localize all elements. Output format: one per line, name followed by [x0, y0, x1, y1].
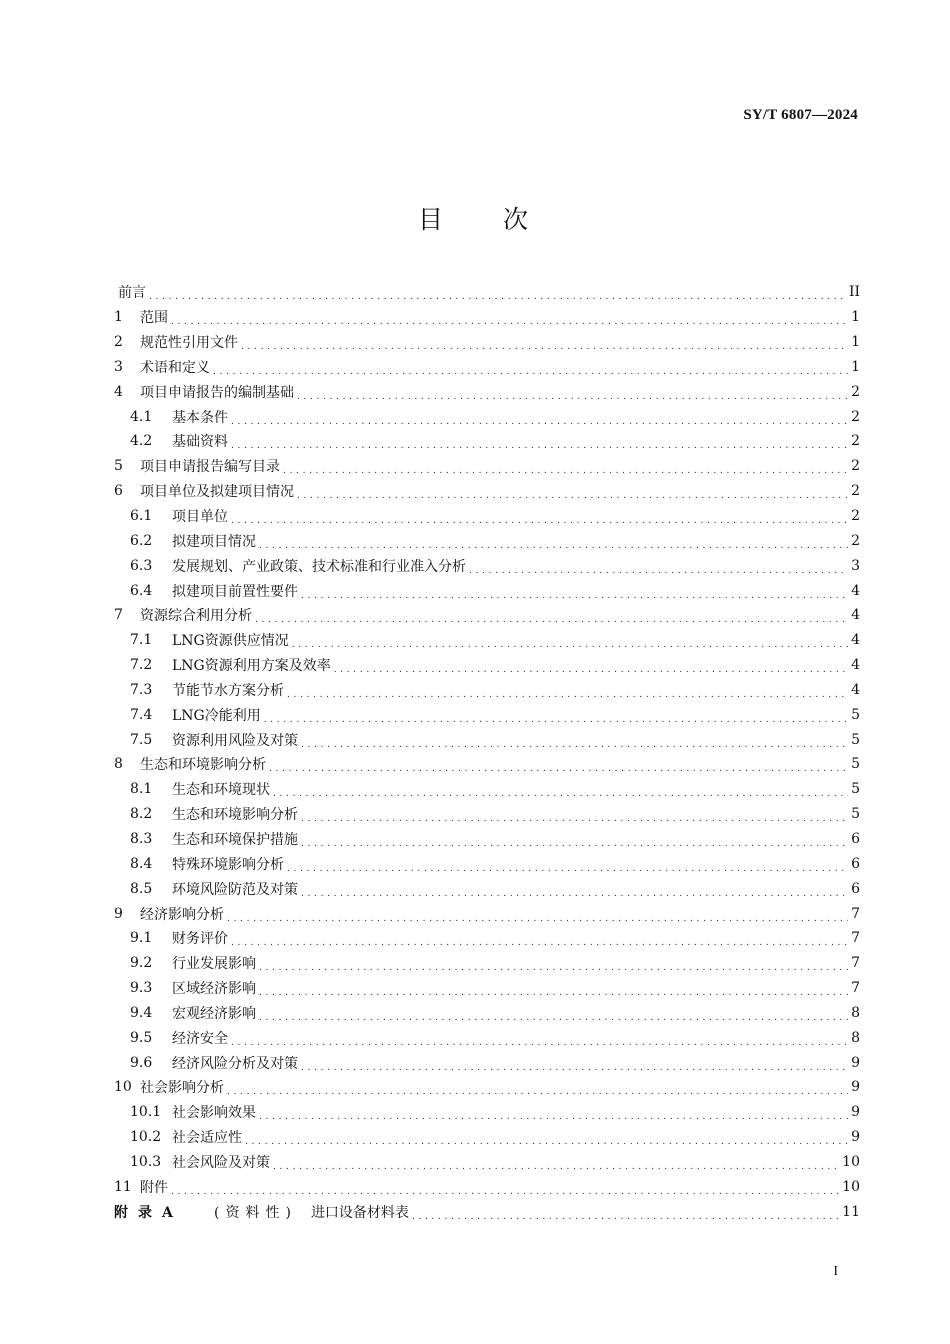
- appendix-page: 11: [842, 1203, 860, 1220]
- toc-entry[interactable]: [114, 504, 860, 529]
- toc-entry[interactable]: [114, 404, 860, 429]
- toc-entry-page: 2: [851, 508, 860, 525]
- toc-entry-number: 11: [114, 1178, 132, 1195]
- toc-entry[interactable]: [114, 1125, 860, 1150]
- toc-entry-number: 9: [114, 905, 123, 922]
- toc-entry[interactable]: [114, 976, 860, 1001]
- dot-leader: [292, 636, 848, 650]
- toc-entry-title: 规范性引用文件: [140, 335, 238, 352]
- dot-leader: [231, 413, 848, 427]
- toc-entry-page: 9: [851, 1054, 860, 1071]
- appendix-nature: (资料性): [214, 1204, 297, 1221]
- toc-entry-page: 4: [851, 607, 860, 624]
- toc-entry-title: LNG冷能利用: [172, 707, 261, 724]
- dot-leader: [301, 835, 848, 849]
- toc-entry[interactable]: [114, 479, 860, 504]
- dot-leader: [171, 1183, 839, 1197]
- appendix-number: 附录A: [114, 1204, 183, 1221]
- toc-entry-title: 前言: [118, 285, 146, 302]
- toc-entry-page: 2: [851, 532, 860, 549]
- toc-entry-page: 5: [851, 806, 860, 823]
- toc-entry[interactable]: [114, 876, 860, 901]
- toc-entry[interactable]: [114, 603, 860, 628]
- toc-entry-number: 6.4: [130, 582, 153, 599]
- appendix-title: 进口设备材料表: [310, 1204, 409, 1221]
- toc-entry[interactable]: [114, 578, 860, 603]
- toc-entry-number: 4.1: [130, 408, 153, 425]
- toc-entry[interactable]: [114, 553, 860, 578]
- toc-entry-page: 1: [851, 334, 860, 351]
- toc-entry[interactable]: [114, 827, 860, 852]
- toc-entry-page: 7: [851, 980, 860, 997]
- page-number: I: [833, 1264, 838, 1279]
- dot-leader: [301, 1059, 848, 1073]
- toc-entry-page: II: [848, 284, 860, 301]
- toc-entry-title: 生态和环境保护措施: [172, 831, 298, 848]
- toc-entry-page: 5: [851, 756, 860, 773]
- toc-entry[interactable]: [114, 926, 860, 951]
- dot-leader: [259, 1108, 848, 1122]
- dot-leader: [469, 562, 848, 576]
- toc-entry[interactable]: [114, 330, 860, 355]
- toc-entry-number: 8.1: [130, 781, 153, 798]
- toc-entry-page: 5: [851, 706, 860, 723]
- toc-entry-number: 9.4: [130, 1004, 153, 1021]
- toc-entry[interactable]: [114, 355, 860, 380]
- toc-entry-number: 10.2: [130, 1129, 162, 1146]
- toc-entry-title: LNG资源供应情况: [172, 633, 289, 650]
- toc-entry[interactable]: [114, 1174, 860, 1199]
- toc-entry-title: 附件: [140, 1179, 168, 1196]
- toc-entry-page: 4: [851, 582, 860, 599]
- dot-leader: [301, 810, 848, 824]
- toc-entry-page: 5: [851, 781, 860, 798]
- toc-entry-number: 6.3: [130, 557, 153, 574]
- dot-leader: [301, 885, 848, 899]
- toc-entry[interactable]: [114, 702, 860, 727]
- toc-entry-title: 基本条件: [172, 409, 228, 426]
- toc-entry-number: 9.1: [130, 930, 153, 947]
- dot-leader: [245, 1133, 848, 1147]
- toc-entry-title: 节能节水方案分析: [172, 682, 284, 699]
- toc-entry-page: 5: [851, 731, 860, 748]
- dot-leader: [171, 313, 848, 327]
- toc-entry-page: 4: [851, 657, 860, 674]
- toc-entry-title: 环境风险防范及对策: [172, 881, 298, 898]
- toc-entry-number: 10.3: [130, 1153, 162, 1170]
- toc-entry-number: 5: [114, 458, 123, 475]
- toc-entry-title: 经济影响分析: [140, 906, 224, 923]
- toc-entry-page: 4: [851, 632, 860, 649]
- toc-entry-title: 发展规划、产业政策、技术标准和行业准入分析: [172, 558, 466, 575]
- toc-entry-page: 7: [851, 905, 860, 922]
- toc-entry-page: 4: [851, 681, 860, 698]
- toc-entry-title: 宏观经济影响: [172, 1005, 256, 1022]
- toc-entry-title: 社会影响效果: [172, 1105, 256, 1122]
- toc-entry-title: 资源利用风险及对策: [172, 732, 298, 749]
- toc-entry[interactable]: [114, 802, 860, 827]
- toc-entry[interactable]: [114, 678, 860, 703]
- toc-entry-page: 7: [851, 930, 860, 947]
- toc-entry[interactable]: [114, 280, 860, 305]
- toc-entry-page: 7: [851, 955, 860, 972]
- dot-leader: [334, 661, 848, 675]
- toc-entry[interactable]: [114, 1000, 860, 1025]
- toc-entry-page: 9: [851, 1104, 860, 1121]
- toc-entry-title: 资源综合利用分析: [140, 608, 252, 625]
- toc-entry-page: 10: [842, 1153, 860, 1170]
- toc-entry-title: 基础资料: [172, 434, 228, 451]
- toc-entry-number: 8.5: [130, 880, 153, 897]
- toc-entry-title: 生态和环境现状: [172, 782, 270, 799]
- toc-entry-number: 8.2: [130, 806, 153, 823]
- toc-entry-title: 项目申请报告编写目录: [140, 459, 280, 476]
- toc-entry-number: 1: [114, 309, 123, 326]
- toc-entry[interactable]: [114, 1100, 860, 1125]
- toc-entry-page: 2: [851, 458, 860, 475]
- toc-entry-title: 范围: [140, 310, 168, 327]
- toc-entry-title: 生态和环境影响分析: [140, 757, 266, 774]
- toc-entry-page: 3: [851, 557, 860, 574]
- table-of-contents: [114, 280, 860, 1224]
- toc-entry-title: 经济风险分析及对策: [172, 1055, 298, 1072]
- standard-number: SY/T 6807—2024: [743, 107, 858, 123]
- dot-leader: [149, 288, 846, 302]
- dot-leader: [412, 1208, 839, 1222]
- toc-entry-page: 6: [851, 880, 860, 897]
- dot-leader: [231, 934, 848, 948]
- dot-leader: [259, 959, 848, 973]
- toc-entry-title: 拟建项目前置性要件: [172, 583, 298, 600]
- toc-entry-page: 2: [851, 408, 860, 425]
- toc-entry-number: 4: [114, 383, 123, 400]
- dot-leader: [227, 1083, 848, 1097]
- toc-entry[interactable]: [114, 951, 860, 976]
- toc-entry[interactable]: [114, 777, 860, 802]
- dot-leader: [297, 388, 848, 402]
- toc-entry[interactable]: [114, 628, 860, 653]
- toc-entry-title: 社会影响分析: [140, 1080, 224, 1097]
- toc-entry[interactable]: [114, 1150, 860, 1175]
- toc-entry-title: 社会风险及对策: [172, 1154, 270, 1171]
- toc-entry-page: 8: [851, 1029, 860, 1046]
- toc-entry[interactable]: [114, 528, 860, 553]
- dot-leader: [273, 785, 848, 799]
- toc-entry-title: 生态和环境影响分析: [172, 807, 298, 824]
- dot-leader: [259, 537, 848, 551]
- toc-entry-title: 项目申请报告的编制基础: [140, 384, 294, 401]
- dot-leader: [301, 587, 848, 601]
- toc-entry-number: 7.1: [130, 632, 153, 649]
- toc-entry-number: 8: [114, 756, 123, 773]
- dot-leader: [297, 487, 848, 501]
- toc-entry-number: 2: [114, 334, 123, 351]
- dot-leader: [287, 686, 848, 700]
- toc-entry[interactable]: [114, 901, 860, 926]
- toc-entry-page: 2: [851, 383, 860, 400]
- toc-entry-number: 6.2: [130, 532, 153, 549]
- toc-entry-number: 10: [114, 1079, 132, 1096]
- toc-entry-page: 9: [851, 1079, 860, 1096]
- toc-entry-number: 9.5: [130, 1029, 153, 1046]
- toc-entry-title: 术语和定义: [140, 359, 210, 376]
- toc-entry-page: 6: [851, 855, 860, 872]
- dot-leader: [231, 1034, 848, 1048]
- toc-entry-number: 6: [114, 483, 123, 500]
- toc-entry-number: 7: [114, 607, 123, 624]
- toc-entry-title: 项目单位及拟建项目情况: [140, 484, 294, 501]
- toc-entry-page: 9: [851, 1129, 860, 1146]
- dot-leader: [227, 910, 848, 924]
- toc-entry-title: 行业发展影响: [172, 956, 256, 973]
- toc-entry-page: 2: [851, 433, 860, 450]
- toc-entry[interactable]: [114, 305, 860, 330]
- toc-entry-title: 经济安全: [172, 1030, 228, 1047]
- dot-leader: [231, 437, 848, 451]
- toc-entry[interactable]: [114, 1025, 860, 1050]
- dot-leader: [259, 1009, 848, 1023]
- toc-entry[interactable]: [114, 653, 860, 678]
- toc-entry-title: 拟建项目情况: [172, 533, 256, 550]
- toc-entry[interactable]: [114, 1075, 860, 1100]
- toc-entry-page: 1: [851, 309, 860, 326]
- toc-entry-number: 8.3: [130, 830, 153, 847]
- dot-leader: [231, 512, 848, 526]
- toc-entry[interactable]: [114, 752, 860, 777]
- toc-entry-title: 社会适应性: [172, 1130, 242, 1147]
- toc-entry-number: 8.4: [130, 855, 153, 872]
- toc-entry-title: 项目单位: [172, 509, 228, 526]
- toc-entry[interactable]: [114, 429, 860, 454]
- toc-entry-number: 6.1: [130, 508, 153, 525]
- dot-leader: [269, 760, 848, 774]
- toc-entry-page: 1: [851, 358, 860, 375]
- toc-entry[interactable]: [114, 379, 860, 404]
- toc-entry-page: 10: [842, 1178, 860, 1195]
- dot-leader: [301, 736, 848, 750]
- page-title: 目 次: [418, 205, 532, 234]
- toc-entry-number: 9.3: [130, 980, 153, 997]
- dot-leader: [259, 984, 848, 998]
- toc-entry-page: 6: [851, 830, 860, 847]
- toc-entry-number: 9.2: [130, 955, 153, 972]
- toc-entry[interactable]: [114, 1050, 860, 1075]
- toc-entry-title: 财务评价: [172, 931, 228, 948]
- toc-entry-number: 7.5: [130, 731, 153, 748]
- dot-leader: [287, 860, 848, 874]
- toc-entry-number: 7.2: [130, 657, 153, 674]
- toc-entry-number: 7.4: [130, 706, 153, 723]
- dot-leader: [241, 338, 848, 352]
- toc-entry-page: 2: [851, 483, 860, 500]
- toc-entry-number: 9.6: [130, 1054, 153, 1071]
- dot-leader: [283, 462, 848, 476]
- toc-entry-page: 8: [851, 1004, 860, 1021]
- toc-entry-title: 特殊环境影响分析: [172, 856, 284, 873]
- dot-leader: [264, 711, 848, 725]
- dot-leader: [273, 1158, 839, 1172]
- toc-entry-number: 4.2: [130, 433, 153, 450]
- toc-entry-number: 3: [114, 358, 123, 375]
- toc-appendix-entry[interactable]: [114, 1199, 860, 1224]
- toc-entry-number: 7.3: [130, 681, 153, 698]
- dot-leader: [213, 363, 848, 377]
- toc-entry[interactable]: [114, 454, 860, 479]
- toc-entry-title: 区域经济影响: [172, 981, 256, 998]
- toc-entry[interactable]: [114, 851, 860, 876]
- toc-entry-title: LNG资源利用方案及效率: [172, 658, 331, 675]
- toc-entry[interactable]: [114, 727, 860, 752]
- dot-leader: [255, 611, 848, 625]
- toc-entry-number: 10.1: [130, 1104, 162, 1121]
